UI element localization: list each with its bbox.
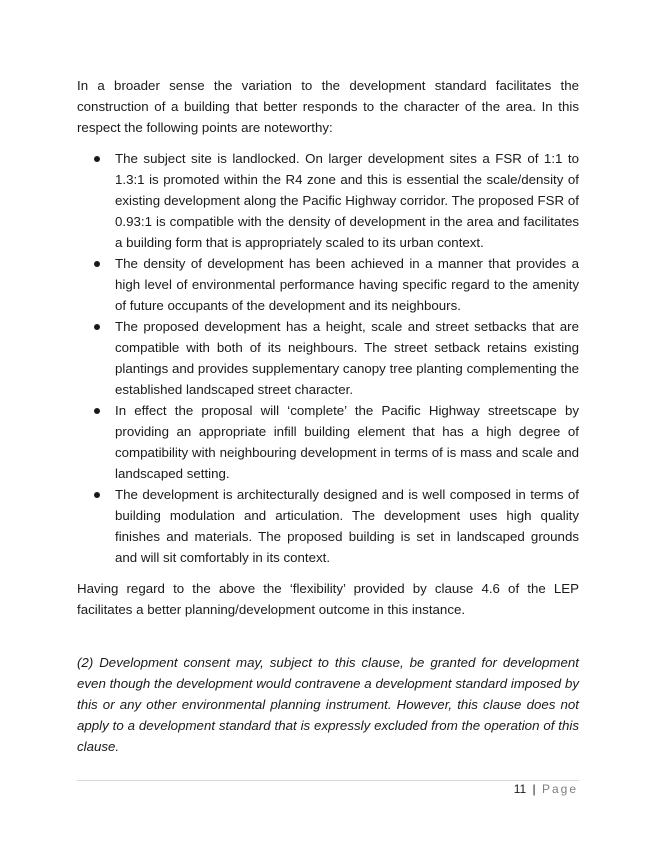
footer-separator: |: [532, 782, 536, 796]
list-item: [77, 484, 579, 568]
clause-quote: (2) Development consent may, subject to this clause, be granted for development even though the development would contravene a development standard imposed by this or any other environmental planning instrument. However, this clause does not apply to a development standard that is expressly excluded from the operation of this clause.: [77, 655, 579, 754]
list-item-text: The density of development has been achieved in a manner that provides a high level of environmental performance having specific regard to the amenity of future occupants of the development and its neighbours.: [115, 256, 579, 313]
bullet-icon: [94, 408, 100, 414]
bullet-icon: [94, 492, 100, 498]
page-footer: [514, 780, 578, 798]
list-item: [77, 148, 579, 253]
noteworthy-points-list: [77, 148, 579, 568]
bullet-icon: [94, 156, 100, 162]
bullet-icon: [94, 261, 100, 267]
list-item-text: The development is architecturally designed and is well composed in terms of building modulation and articulation. The development uses high quality finishes and materials. The proposed building is set in landscaped grounds and will sit comfortably in its context.: [115, 487, 579, 565]
list-item: [77, 253, 579, 316]
page-label: Page: [541, 782, 578, 796]
bullet-icon: [94, 324, 100, 330]
page-number: 11: [513, 782, 527, 796]
list-item: [77, 400, 579, 484]
conclusion-paragraph: Having regard to the above the ‘flexibility’ provided by clause 4.6 of the LEP facilitates a better planning/development outcome in this instance.: [77, 581, 579, 617]
list-item-text: The proposed development has a height, scale and street setbacks that are compatible with both of its neighbours. The street setback retains existing plantings and provides supplementary canopy tree planting complementing the established landscaped street character.: [115, 319, 579, 397]
document-body: [77, 75, 579, 757]
list-item: [77, 316, 579, 400]
intro-paragraph: In a broader sense the variation to the development standard facilitates the construction of a building that better responds to the character of the area. In this respect the following points are noteworthy:: [77, 78, 579, 135]
footer-divider: [77, 780, 579, 781]
list-item-text: The subject site is landlocked. On larger development sites a FSR of 1:1 to 1.3:1 is promoted within the R4 zone and this is essential the scale/density of existing development along the Pacific Highway corridor. The proposed FSR of 0.93:1 is compatible with the density of development in the area and facilitates a building form that is appropriately scaled to its urban context.: [115, 151, 579, 250]
list-item-text: In effect the proposal will ‘complete’ the Pacific Highway streetscape by providing an appropriate infill building element that has a high degree of compatibility with neighbouring development in terms of is mass and scale and landscaped setting.: [115, 403, 579, 481]
